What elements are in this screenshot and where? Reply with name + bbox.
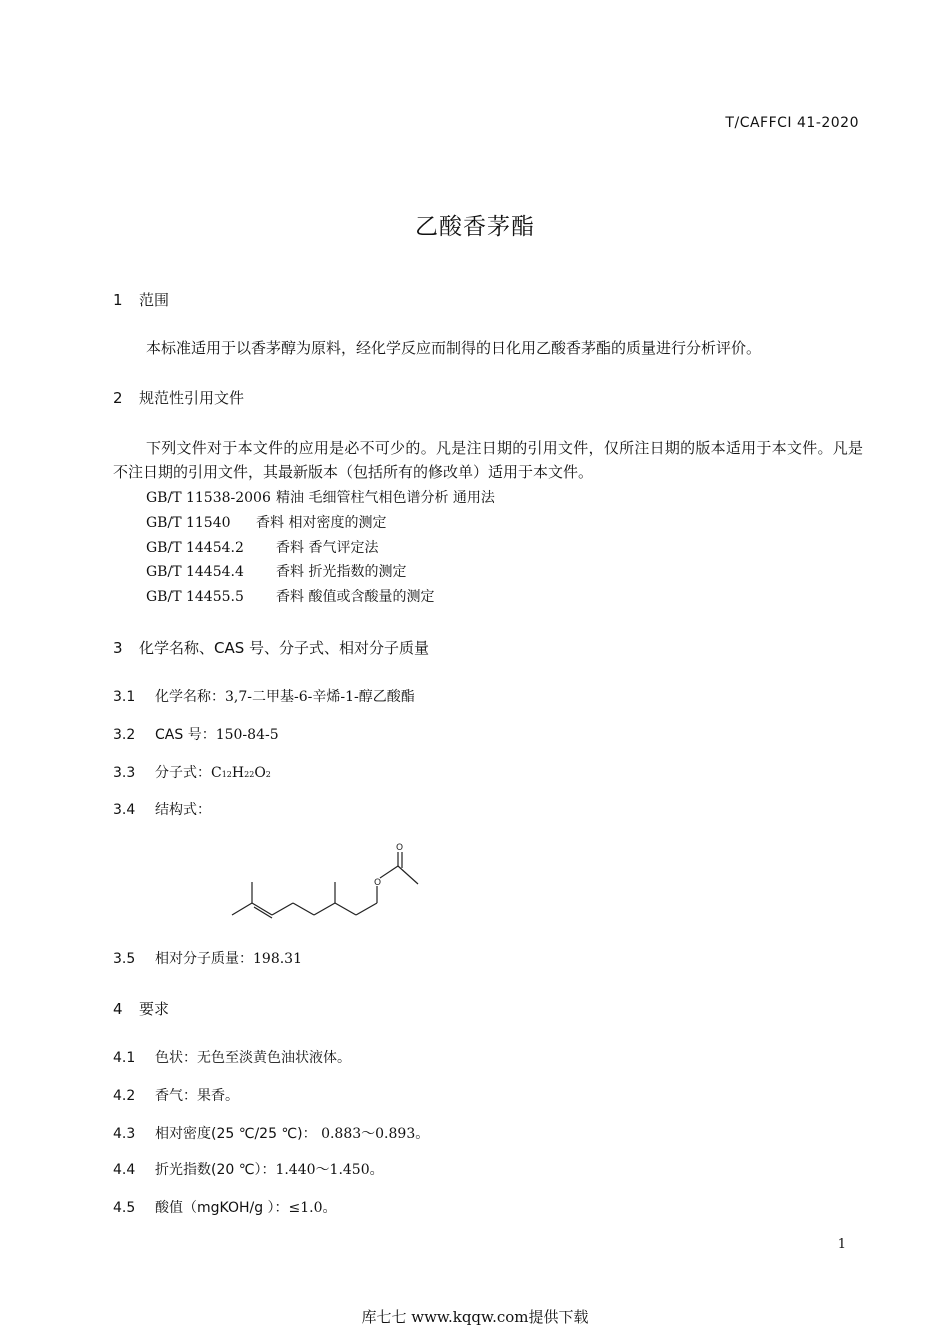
- reference-item: [146, 512, 386, 532]
- section-number: 3: [113, 639, 123, 657]
- item-number: 3.1: [113, 689, 136, 705]
- scope-paragraph: 本标准适用于以香茅醇为原料，经化学反应而制得的日化用乙酸香茅酯的质量进行分析评价。: [146, 339, 762, 357]
- section-title: 规范性引用文件: [139, 389, 245, 407]
- reference-title: 精油 毛细管柱气相色谱分析 通用法: [276, 490, 495, 506]
- section-title: 要求: [139, 1000, 170, 1018]
- item-number: 3.2: [113, 727, 136, 743]
- structure-item: [113, 799, 211, 819]
- reference-title: 香料 相对密度的测定: [256, 515, 387, 531]
- item-label: 化学名称：: [155, 689, 225, 705]
- section-number: 4: [113, 1000, 123, 1018]
- density-requirement-item: [113, 1123, 429, 1143]
- item-label: 色状：: [155, 1050, 197, 1066]
- carbonyl-oxygen-atom: O: [396, 843, 404, 853]
- section-4-heading: [113, 998, 169, 1019]
- reference-code: GB/T 14455.5: [146, 589, 244, 605]
- color-requirement-item: [113, 1047, 351, 1067]
- item-value: 3,7-二甲基-6-辛烯-1-醇乙酸酯: [225, 689, 415, 705]
- item-label: 香气：: [155, 1088, 197, 1104]
- reference-title: 香料 酸值或含酸量的测定: [276, 589, 435, 605]
- reference-code: GB/T 11538-2006: [146, 490, 271, 506]
- item-value: ≤1.0。: [288, 1200, 337, 1216]
- structural-formula-diagram: [222, 838, 432, 928]
- section-1-heading: [113, 289, 169, 310]
- molecular-mass-item: [113, 948, 302, 968]
- item-number: 4.1: [113, 1050, 136, 1066]
- reference-code: GB/T 14454.4: [146, 564, 244, 580]
- reference-title: 香料 香气评定法: [276, 540, 379, 556]
- reference-code: GB/T 11540: [146, 515, 231, 531]
- item-value: 0.883～0.893。: [316, 1126, 430, 1142]
- item-number: 3.3: [113, 765, 136, 781]
- item-label: 分子式：: [155, 765, 211, 781]
- item-label: 折光指数(20 ℃）：: [155, 1162, 276, 1178]
- section-3-heading: [113, 637, 429, 658]
- reference-item: [146, 487, 495, 507]
- item-number: 4.3: [113, 1126, 136, 1142]
- item-label: 酸值（mgKOH/g ）：: [155, 1200, 289, 1216]
- section-number: 2: [113, 389, 123, 407]
- item-value: 150-84-5: [215, 727, 279, 743]
- section-title: 化学名称、CAS 号、分子式、相对分子质量: [139, 639, 430, 657]
- standard-code: T/CAFFCI 41-2020: [725, 115, 859, 131]
- item-value: 1.440～1.450。: [275, 1162, 384, 1178]
- section-2-heading: [113, 387, 244, 408]
- item-number: 4.5: [113, 1200, 136, 1216]
- ester-oxygen-atom: O: [374, 878, 382, 888]
- chemical-name-item: [113, 686, 415, 706]
- item-number: 3.5: [113, 951, 136, 967]
- item-label: 相对分子质量：: [155, 951, 253, 967]
- section-number: 1: [113, 291, 123, 309]
- item-value: 果香。: [197, 1088, 239, 1104]
- section-title: 范围: [139, 291, 170, 309]
- footer-watermark-text: 库七七 www.kqqw.com提供下载: [361, 1308, 589, 1326]
- item-label: 相对密度(25 ℃/25 ℃)：: [155, 1126, 317, 1142]
- reference-item: [146, 586, 434, 606]
- carbon-skeleton: [232, 852, 418, 918]
- item-label: 结构式：: [155, 802, 211, 818]
- acid-value-requirement-item: [113, 1197, 337, 1217]
- references-paragraph: 下列文件对于本文件的应用是必不可少的。凡是注日期的引用文件，仅所注日期的版本适用于本文件。凡是不注日期的引用文件，其最新版本（包括所有的修改单）适用于本文件。: [113, 439, 863, 481]
- reference-title: 香料 折光指数的测定: [276, 564, 407, 580]
- item-number: 3.4: [113, 802, 136, 818]
- item-number: 4.2: [113, 1088, 136, 1104]
- refractive-index-requirement-item: [113, 1159, 384, 1179]
- reference-item: [146, 561, 406, 581]
- formula-value: C12H22O2: [211, 765, 271, 781]
- item-value: 无色至淡黄色油状液体。: [197, 1050, 351, 1066]
- molecular-formula-item: [113, 762, 271, 782]
- item-value: 198.31: [253, 951, 302, 967]
- item-number: 4.4: [113, 1162, 136, 1178]
- reference-code: GB/T 14454.2: [146, 540, 244, 556]
- item-label: CAS 号：: [155, 727, 216, 743]
- document-title: 乙酸香茅酯: [415, 214, 535, 240]
- aroma-requirement-item: [113, 1085, 239, 1105]
- page-number: 1: [837, 1237, 846, 1252]
- cas-number-item: [113, 724, 279, 744]
- reference-item: [146, 537, 378, 557]
